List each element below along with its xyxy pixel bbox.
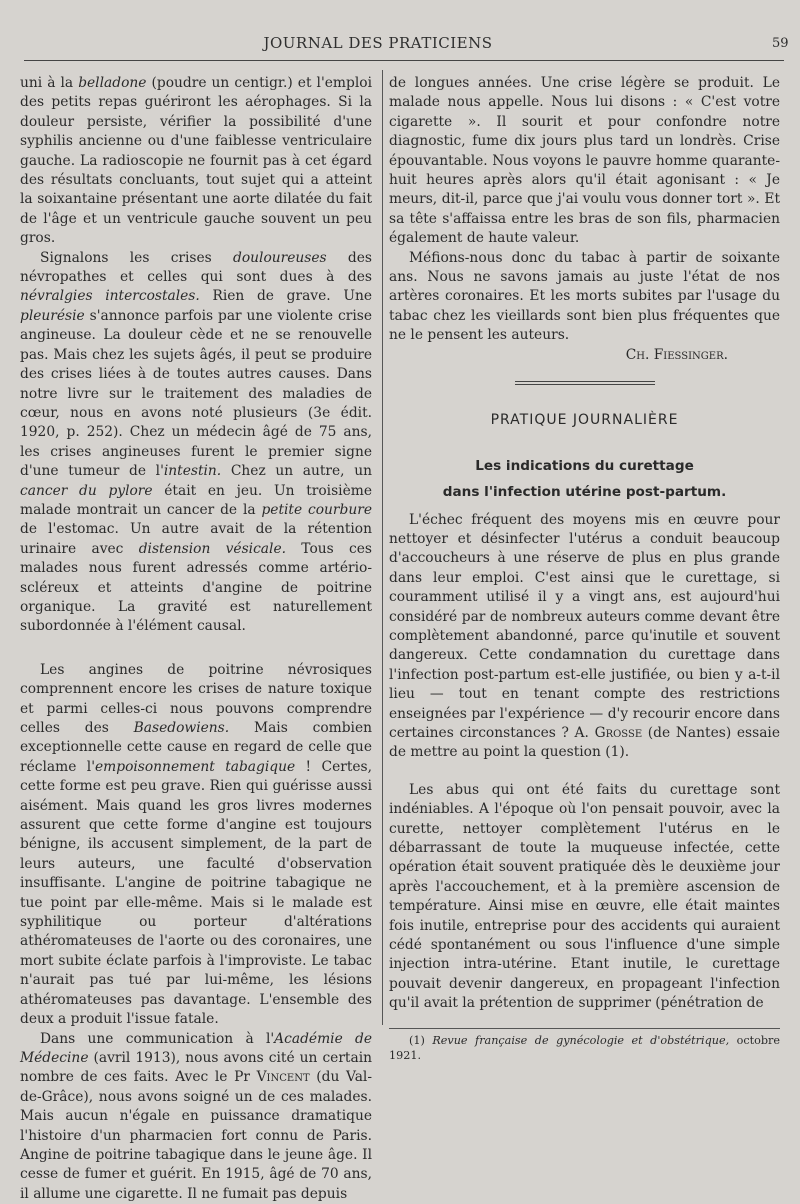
- article-title: Les indications du curettage dans l'infection utérine post-partum.: [389, 453, 780, 505]
- page-number: 59: [772, 36, 789, 51]
- paragraph-angines-nevrosiques: Les angines de poitrine névrosiques comprennent encore les crises de nature toxique et parmi celles-ci nous pouvons comprendre celles des Basedowiens. Mais combien exceptionnelle cette cause en regard de celle que réclame l'empoisonnement tabagique ! Certes, cette forme est peu grave. Rien qui guérisse aussi aisément. Mais quand les gros livres modernes assurent que cette forme d'angine est toujours bénigne, ils accusent simplement, de la part de leurs auteurs, une faculté d'observation insuffisante. L'angine de poitrine tabagique ne tue point par elle-même. Mais si le malade est syphilitique ou porteur d'altérations athéromateuses de l'aorte ou des coronaires, une mort subite éclate parfois à l'improviste. Le tabac n'aurait pas tué par lui-même, les lésions athéromateuses pas davantage. L'ensemble des deux a produit l'issue fatale.: [20, 661, 372, 1030]
- header-rule: [24, 60, 784, 61]
- author-signature: Ch. Fiessinger.: [389, 346, 780, 365]
- paragraph-echec-frequent: L'échec fréquent des moyens mis en œuvre pour nettoyer et désinfecter l'utérus a conduit beaucoup d'accoucheurs à une réserve de plus en plus grande dans leur emploi. C'est ainsi que le curettage, si couramment utilisé il y a vingt ans, est aujourd'hui considéré par de nombreux auteurs comme devant être complètement abandonné, parce qu'inutile et souvent dangereux. Cette condamnation du curettage dans l'infection post-partum est-elle justifiée, ou bien y a-t-il lieu — tout en tenant compte des restrictions enseignées par l'expérience — d'y recourir encore dans certaines circonstances ? A. Grosse (de Nantes) essaie de mettre au point la question (1).: [389, 511, 780, 763]
- section-title: PRATIQUE JOURNALIÈRE: [389, 411, 780, 430]
- paragraph-abus-curettage: Les abus qui ont été faits du curettage sont indéniables. A l'époque où l'on pensait pouvoir, avec la curette, nettoyer complètement l'utérus en le débarrassant de toute la muqueuse infectée, cette opération était souvent pratiquée dès le deuxième jour après l'accouchement, et à la première ascension de température. Ainsi mise en œuvre, elle était maintes fois inutile, entreprise pour des accidents qui auraient cédé spontanément ou sous l'influence d'une simple injection intra-utérine. Etant inutile, le curettage pouvait devenir dangereux, en propageant l'infection qu'il avait la prétention de supprimer (pénétration de: [389, 781, 780, 1014]
- footnote: (1) Revue française de gynécologie et d'obstétrique, octobre 1921.: [389, 1033, 780, 1063]
- section-separator: [515, 381, 655, 385]
- paragraph-crises-douloureuses: Signalons les crises douloureuses des névropathes et celles qui sont dues à des névralgies intercostales. Rien de grave. Une pleurésie s'annonce parfois par une violente crise angineuse. La douleur cède et ne se renouvelle pas. Mais chez les sujets âgés, il peut se produire des crises liées à de toutes autres causes. Dans notre livre sur le traitement des maladies de cœur, nous en avons noté plusieurs (3e édit. 1920, p. 252). Chez un médecin âgé de 75 ans, les crises angineuses furent le premier signe d'une tumeur de l'intestin. Chez un autre, un cancer du pylore était en jeu. Un troisième malade montrait un cancer de la petite courbure de l'estomac. Un autre avait de la rétention urinaire avec distension vésicale. Tous ces malades nous furent adressés comme artério-scléreux et atteints d'angine de poitrine organique. La gravité est naturellement subordonnée à l'élément causal.: [20, 249, 372, 637]
- paragraph-belladone: uni à la belladone (poudre un centigr.) et l'emploi des petits repas guériront les aérophages. Si la douleur persiste, vérifier la possibilité d'une syphilis ancienne ou d'une faiblesse ventriculaire gauche. La radioscopie ne fournit pas à cet égard des résultats concluants, tout sujet qui a atteint la soixantaine présentant une aorte dilatée du fait de l'âge et un ventricule gauche souvent un peu gros.: [20, 74, 372, 249]
- footnote-rule: [389, 1028, 780, 1029]
- paragraph-pharmacien: de longues années. Une crise légère se produit. Le malade nous appelle. Nous lui disons : « C'est votre cigarette ». Il sourit et pour confondre notre diagnostic, fume dix jours plus tard un londrès. Crise épouvantable. Nous voyons le pauvre homme quarante-huit heures après alors qu'il était agonisant : « Je meurs, dit-il, parce que j'ai voulu vous donner tort ». Et sa tête s'affaissa entre les bras de son fils, pharmacien également de haute valeur.: [389, 74, 780, 249]
- column-divider: [382, 70, 383, 1025]
- paragraph-mefions-nous: Méfions-nous donc du tabac à partir de soixante ans. Nous ne savons jamais au juste l'état de nos artères coronaires. Et les morts subites par l'usage du tabac chez les vieillards sont bien plus fréquentes que ne le pensent les auteurs.: [389, 249, 780, 346]
- left-column: [20, 74, 372, 1204]
- right-column: [389, 74, 780, 1063]
- paragraph-academie-medecine: Dans une communication à l'Académie de Médecine (avril 1913), nous avons cité un certain nombre de ces faits. Avec le Pr Vincent (du Val-de-Grâce), nous avons soigné un de ces malades. Mais aucun n'égale en puissance dramatique l'histoire d'un pharmacien fort connu de Paris. Angine de poitrine tabagique dans le jeune âge. Il cesse de fumer et guérit. En 1915, âgé de 70 ans, il allume une cigarette. Il ne fumait pas depuis: [20, 1030, 372, 1204]
- running-title: JOURNAL DES PRATICIENS: [0, 34, 756, 52]
